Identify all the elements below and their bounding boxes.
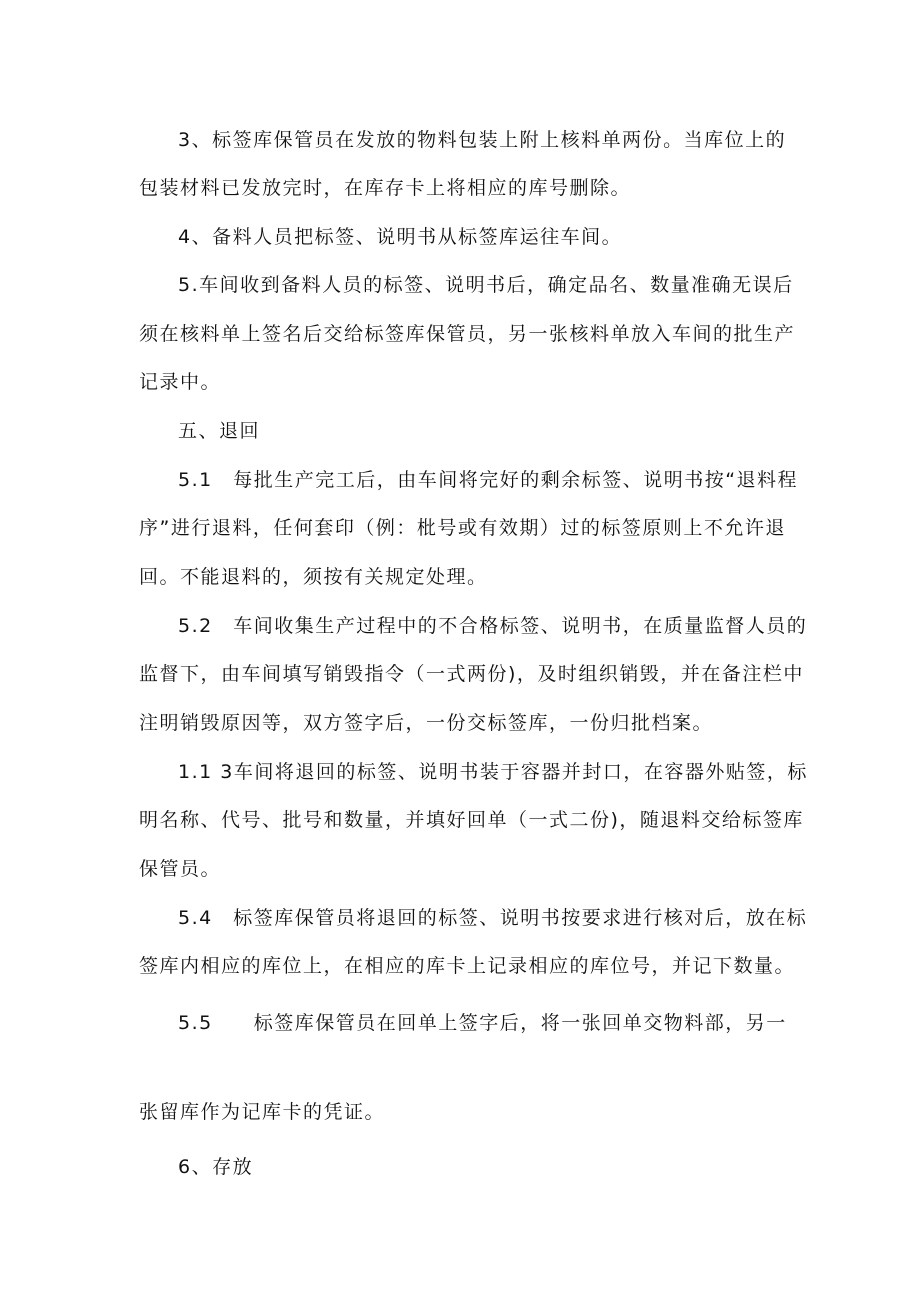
paragraph-5-2-line-1: 5.2 车间收集生产过程中的不合格标签、说明书，在质量监督人员的 bbox=[178, 615, 808, 637]
paragraph-5-line-3: 记录中。 bbox=[139, 371, 222, 393]
paragraph-5-5-line-1: 5.5 标签库保管员在回单上签字后，将一张回单交物料部，另一 bbox=[178, 1012, 787, 1034]
paragraph-5-line-1: 5.车间收到备料人员的标签、说明书后，确定品名、数量准确无误后 bbox=[178, 274, 794, 296]
paragraph-5-4-line-2: 签库内相应的库位上，在相应的库卡上记录相应的库位号，并记下数量。 bbox=[139, 955, 796, 977]
paragraph-5-1-line-3: 回。不能退料的，须按有关规定处理。 bbox=[139, 566, 488, 588]
paragraph-1-1-3-line-2: 明名称、代号、批号和数量，并填好回单（一式二份)，随退料交给标签库 bbox=[139, 809, 804, 831]
paragraph-5-2-line-3: 注明销毁原因等，双方签字后，一份交标签库，一份归批档案。 bbox=[139, 712, 714, 734]
paragraph-5-5-line-2: 张留库作为记库卡的凭证。 bbox=[139, 1101, 386, 1123]
paragraph-3-line-2: 包装材料已发放完时，在库存卡上将相应的库号删除。 bbox=[139, 177, 632, 199]
section-heading-return: 五、退回 bbox=[178, 420, 261, 442]
paragraph-5-4-line-1: 5.4 标签库保管员将退回的标签、说明书按要求进行核对后，放在标 bbox=[178, 907, 808, 929]
paragraph-5-1-line-1: 5.1 每批生产完工后，由车间将完好的剩余标签、说明书按“退料程 bbox=[178, 469, 799, 491]
paragraph-3-line-1: 3、标签库保管员在发放的物料包装上附上核料单两份。当库位上的 bbox=[178, 129, 787, 151]
paragraph-1-1-3-line-3: 保管员。 bbox=[139, 858, 222, 880]
paragraph-1-1-3-line-1: 1.1 3车间将退回的标签、说明书装于容器并封口，在容器外贴签，标 bbox=[178, 761, 808, 783]
paragraph-5-line-2: 须在核料单上签名后交给标签库保管员，另一张核料单放入车间的批生产 bbox=[139, 323, 796, 345]
paragraph-5-1-line-2: 序”进行退料，任何套印（例：枇号或有效期）过的标签原则上不允许退 bbox=[139, 517, 786, 539]
paragraph-4: 4、备料人员把标签、说明书从标签库运往车间。 bbox=[178, 226, 623, 248]
paragraph-5-2-line-2: 监督下，由车间填写销毁指令（一式两份)，及时组织销毁，并在备注栏中 bbox=[139, 663, 804, 685]
section-heading-storage: 6、存放 bbox=[178, 1156, 254, 1178]
